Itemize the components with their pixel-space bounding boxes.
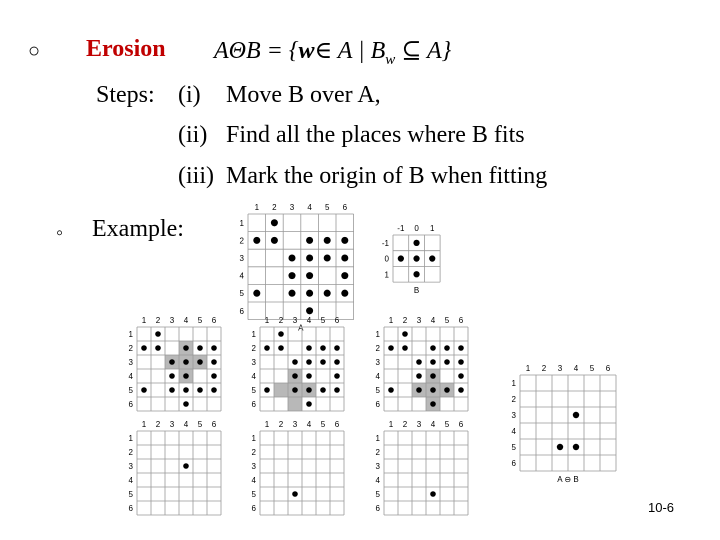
row-label: 0 xyxy=(384,254,389,264)
pixel-dot xyxy=(211,373,217,379)
col-label: 6 xyxy=(334,316,340,325)
pixel-dot xyxy=(444,345,450,351)
row-label: 4 xyxy=(511,427,516,436)
col-label: 2 xyxy=(272,203,277,212)
grid-b xyxy=(381,224,441,296)
steps-label: Steps: xyxy=(96,82,155,108)
col-label: 6 xyxy=(334,420,340,429)
row-label: 5 xyxy=(239,289,244,299)
row-label: -1 xyxy=(381,238,389,248)
row-label: 4 xyxy=(251,372,256,381)
col-label: 5 xyxy=(324,203,330,212)
col-label: 6 xyxy=(458,420,464,429)
col-label: 5 xyxy=(444,316,450,325)
row-label: 6 xyxy=(511,459,516,468)
row-label: 6 xyxy=(375,400,380,409)
row-label: 5 xyxy=(128,490,133,499)
pixel-dot xyxy=(211,387,217,393)
col-label: 4 xyxy=(430,316,436,325)
row-label: 6 xyxy=(251,504,256,513)
col-label: 4 xyxy=(573,364,579,373)
col-label: 4 xyxy=(430,420,436,429)
col-label: 5 xyxy=(444,420,450,429)
col-label: 3 xyxy=(289,203,295,212)
step-2-text: Find all the places where B fits xyxy=(226,122,525,148)
pixel-dot xyxy=(402,331,408,337)
col-label: 6 xyxy=(458,316,464,325)
grid-result xyxy=(511,364,616,484)
pixel-dot xyxy=(292,373,298,379)
pixel-dot xyxy=(271,219,278,226)
pixel-dot xyxy=(211,345,217,351)
col-label: 1 xyxy=(388,316,394,325)
pixel-dot xyxy=(183,387,189,393)
row-label: 2 xyxy=(239,236,244,246)
step-1-num: (i) xyxy=(178,82,201,108)
pixel-dot xyxy=(444,359,450,365)
col-label: 4 xyxy=(183,316,189,325)
col-label: 2 xyxy=(155,420,161,429)
col-label: 2 xyxy=(541,364,547,373)
pixel-dot xyxy=(306,237,313,244)
row-label: 2 xyxy=(128,344,133,353)
row-label: 3 xyxy=(128,462,133,471)
pixel-dot xyxy=(306,272,313,279)
pixel-dot xyxy=(292,387,298,393)
col-label: 3 xyxy=(557,364,563,373)
step-3-text: Mark the origin of B when fitting xyxy=(226,163,548,189)
col-label: 4 xyxy=(307,203,312,212)
row-label: 4 xyxy=(375,372,380,381)
pixel-dot xyxy=(444,387,450,393)
pixel-dot xyxy=(306,290,313,297)
row-label: 1 xyxy=(128,330,133,339)
pixel-dot xyxy=(292,491,298,497)
pixel-dot xyxy=(573,444,579,450)
row-label: 2 xyxy=(511,395,516,404)
grid-mark-3 xyxy=(375,420,482,515)
col-label: 3 xyxy=(416,316,422,325)
pixel-dot xyxy=(334,373,340,379)
pixel-dot xyxy=(253,290,260,297)
row-label: 5 xyxy=(251,490,256,499)
pixel-dot xyxy=(458,359,464,365)
step-3-num: (iii) xyxy=(178,163,214,189)
row-label: 2 xyxy=(251,448,256,457)
pixel-dot xyxy=(306,387,312,393)
row-label: 6 xyxy=(251,400,256,409)
pixel-dot xyxy=(341,272,348,279)
pixel-dot xyxy=(197,359,203,365)
pixel-dot xyxy=(183,463,189,469)
row-label: 6 xyxy=(128,504,133,513)
row-label: 2 xyxy=(375,344,380,353)
pixel-dot xyxy=(429,255,435,261)
col-label: 6 xyxy=(342,203,348,212)
col-label: 2 xyxy=(402,316,408,325)
pixel-dot xyxy=(211,359,217,365)
col-label: 4 xyxy=(306,420,312,429)
row-label: 3 xyxy=(239,254,244,263)
pixel-dot xyxy=(306,307,313,314)
pixel-dot xyxy=(458,345,464,351)
col-label: 3 xyxy=(292,420,298,429)
col-label: 1 xyxy=(141,316,147,325)
pixel-dot xyxy=(458,387,464,393)
pixel-dot xyxy=(416,387,422,393)
row-label: 3 xyxy=(511,411,516,420)
pixel-dot xyxy=(413,271,419,277)
pixel-dot xyxy=(320,387,326,393)
col-label: 4 xyxy=(183,420,189,429)
pixel-dot xyxy=(271,237,278,244)
col-label: 6 xyxy=(605,364,611,373)
col-label: 6 xyxy=(211,420,217,429)
pixel-dot xyxy=(169,359,175,365)
pixel-dot xyxy=(416,373,422,379)
pixel-dot xyxy=(197,387,203,393)
pixel-dot xyxy=(324,254,331,261)
pixel-dot xyxy=(288,290,295,297)
row-label: 2 xyxy=(251,344,256,353)
formula-lhs: AΘB = { xyxy=(214,38,299,64)
row-label: 3 xyxy=(251,462,256,471)
col-label: 3 xyxy=(169,316,175,325)
pixel-dot xyxy=(430,345,436,351)
pixel-dot xyxy=(388,387,394,393)
pixel-dot xyxy=(183,359,189,365)
row-label: 1 xyxy=(384,270,389,280)
col-label: 3 xyxy=(292,316,298,325)
pixel-dot xyxy=(573,412,579,418)
grid-caption: B xyxy=(413,286,420,296)
pixel-dot xyxy=(264,387,270,393)
col-label: 3 xyxy=(416,420,422,429)
col-label: 6 xyxy=(211,316,217,325)
pixel-dot xyxy=(430,373,436,379)
pixel-dot xyxy=(197,345,203,351)
row-label: 5 xyxy=(511,443,516,452)
pixel-dot xyxy=(306,345,312,351)
pixel-dot xyxy=(320,345,326,351)
row-label: 5 xyxy=(375,386,380,395)
pixel-dot xyxy=(306,373,312,379)
col-label: 1 xyxy=(254,203,260,212)
col-label: -1 xyxy=(397,224,405,233)
pixel-dot xyxy=(324,290,331,297)
pixel-dot xyxy=(388,345,394,351)
grid-mark-1 xyxy=(128,420,235,515)
row-label: 4 xyxy=(128,476,133,485)
pixel-dot xyxy=(430,401,436,407)
title-erosion: Erosion xyxy=(86,36,166,62)
col-label: 1 xyxy=(141,420,147,429)
row-label: 4 xyxy=(251,476,256,485)
pixel-dot xyxy=(306,401,312,407)
pixel-dot xyxy=(334,345,340,351)
step-1-text: Move B over A, xyxy=(226,82,381,108)
pixel-dot xyxy=(324,237,331,244)
pixel-dot xyxy=(430,387,436,393)
pixel-dot xyxy=(557,444,563,450)
col-label: 5 xyxy=(320,420,326,429)
row-label: 3 xyxy=(375,358,380,367)
pixel-dot xyxy=(169,373,175,379)
pixel-dot xyxy=(183,373,189,379)
pixel-dot xyxy=(341,237,348,244)
row-label: 1 xyxy=(251,434,256,443)
shaded-cell xyxy=(288,397,302,411)
row-label: 4 xyxy=(375,476,380,485)
erosion-formula xyxy=(214,36,451,69)
pixel-dot xyxy=(413,240,419,246)
col-label: 5 xyxy=(197,316,203,325)
pixel-dot xyxy=(288,272,295,279)
pixel-dot xyxy=(402,345,408,351)
row-label: 1 xyxy=(239,218,244,228)
row-label: 6 xyxy=(128,400,133,409)
row-label: 3 xyxy=(375,462,380,471)
pixel-dot xyxy=(183,401,189,407)
grid-caption: A xyxy=(298,323,304,333)
pixel-dot xyxy=(141,345,147,351)
col-label: 1 xyxy=(264,420,270,429)
row-label: 1 xyxy=(375,434,380,443)
col-label: 5 xyxy=(589,364,595,373)
formula-rhs: ⊆ A} xyxy=(401,38,452,64)
pixel-dot xyxy=(306,359,312,365)
pixel-dot xyxy=(430,359,436,365)
grid-step-2 xyxy=(251,316,358,411)
pixel-dot xyxy=(334,359,340,365)
grid-caption: A ⊖ B xyxy=(557,475,579,484)
row-label: 5 xyxy=(128,386,133,395)
pixel-dot xyxy=(155,331,161,337)
pixel-dot xyxy=(413,255,419,261)
pixel-dot xyxy=(141,387,147,393)
col-label: 1 xyxy=(430,224,435,233)
pixel-dot xyxy=(169,387,175,393)
row-label: 5 xyxy=(375,490,380,499)
grid-a xyxy=(239,203,354,333)
pixel-dot xyxy=(264,345,270,351)
pixel-dot xyxy=(416,359,422,365)
shaded-cell xyxy=(274,383,288,397)
pixel-dot xyxy=(278,331,284,337)
col-label: 2 xyxy=(402,420,408,429)
col-label: 1 xyxy=(264,316,270,325)
pixel-dot xyxy=(288,254,295,261)
pixel-dot xyxy=(155,345,161,351)
pixel-dot xyxy=(398,255,404,261)
row-label: 6 xyxy=(239,306,244,316)
row-label: 6 xyxy=(375,504,380,513)
col-label: 1 xyxy=(525,364,531,373)
col-label: 2 xyxy=(155,316,161,325)
formula-mid: ∈ A | B xyxy=(314,38,386,64)
row-label: 3 xyxy=(251,358,256,367)
col-label: 5 xyxy=(197,420,203,429)
step-2-num: (ii) xyxy=(178,122,208,148)
row-label: 1 xyxy=(511,379,516,388)
grid-step-3 xyxy=(375,316,482,411)
pixel-dot xyxy=(183,345,189,351)
pixel-dot xyxy=(341,290,348,297)
pixel-dot xyxy=(458,373,464,379)
col-label: 2 xyxy=(278,316,284,325)
bullet-example: ◦ xyxy=(56,222,64,244)
row-label: 4 xyxy=(128,372,133,381)
col-label: 0 xyxy=(414,224,419,233)
pixel-dot xyxy=(341,254,348,261)
row-label: 2 xyxy=(375,448,380,457)
row-label: 4 xyxy=(239,271,244,281)
pixel-dot xyxy=(320,359,326,365)
col-label: 2 xyxy=(278,420,284,429)
pixel-dot xyxy=(306,254,313,261)
row-label: 1 xyxy=(251,330,256,339)
col-label: 5 xyxy=(320,316,326,325)
col-label: 3 xyxy=(169,420,175,429)
row-label: 1 xyxy=(128,434,133,443)
row-label: 2 xyxy=(128,448,133,457)
grid-mark-2 xyxy=(251,420,358,515)
bullet-erosion: ○ xyxy=(28,40,41,62)
grid-step-1 xyxy=(128,316,235,411)
pixel-dot xyxy=(334,387,340,393)
row-label: 1 xyxy=(375,330,380,339)
pixel-dot xyxy=(430,491,436,497)
slide-number: 10-6 xyxy=(648,500,675,515)
row-label: 5 xyxy=(251,386,256,395)
formula-w: w xyxy=(298,38,315,64)
row-label: 3 xyxy=(128,358,133,367)
col-label: 1 xyxy=(388,420,394,429)
example-label: Example: xyxy=(92,216,184,242)
col-label: 4 xyxy=(306,316,312,325)
pixel-dot xyxy=(278,345,284,351)
pixel-dot xyxy=(292,359,298,365)
pixel-dot xyxy=(253,237,260,244)
formula-sub: w xyxy=(385,52,396,68)
